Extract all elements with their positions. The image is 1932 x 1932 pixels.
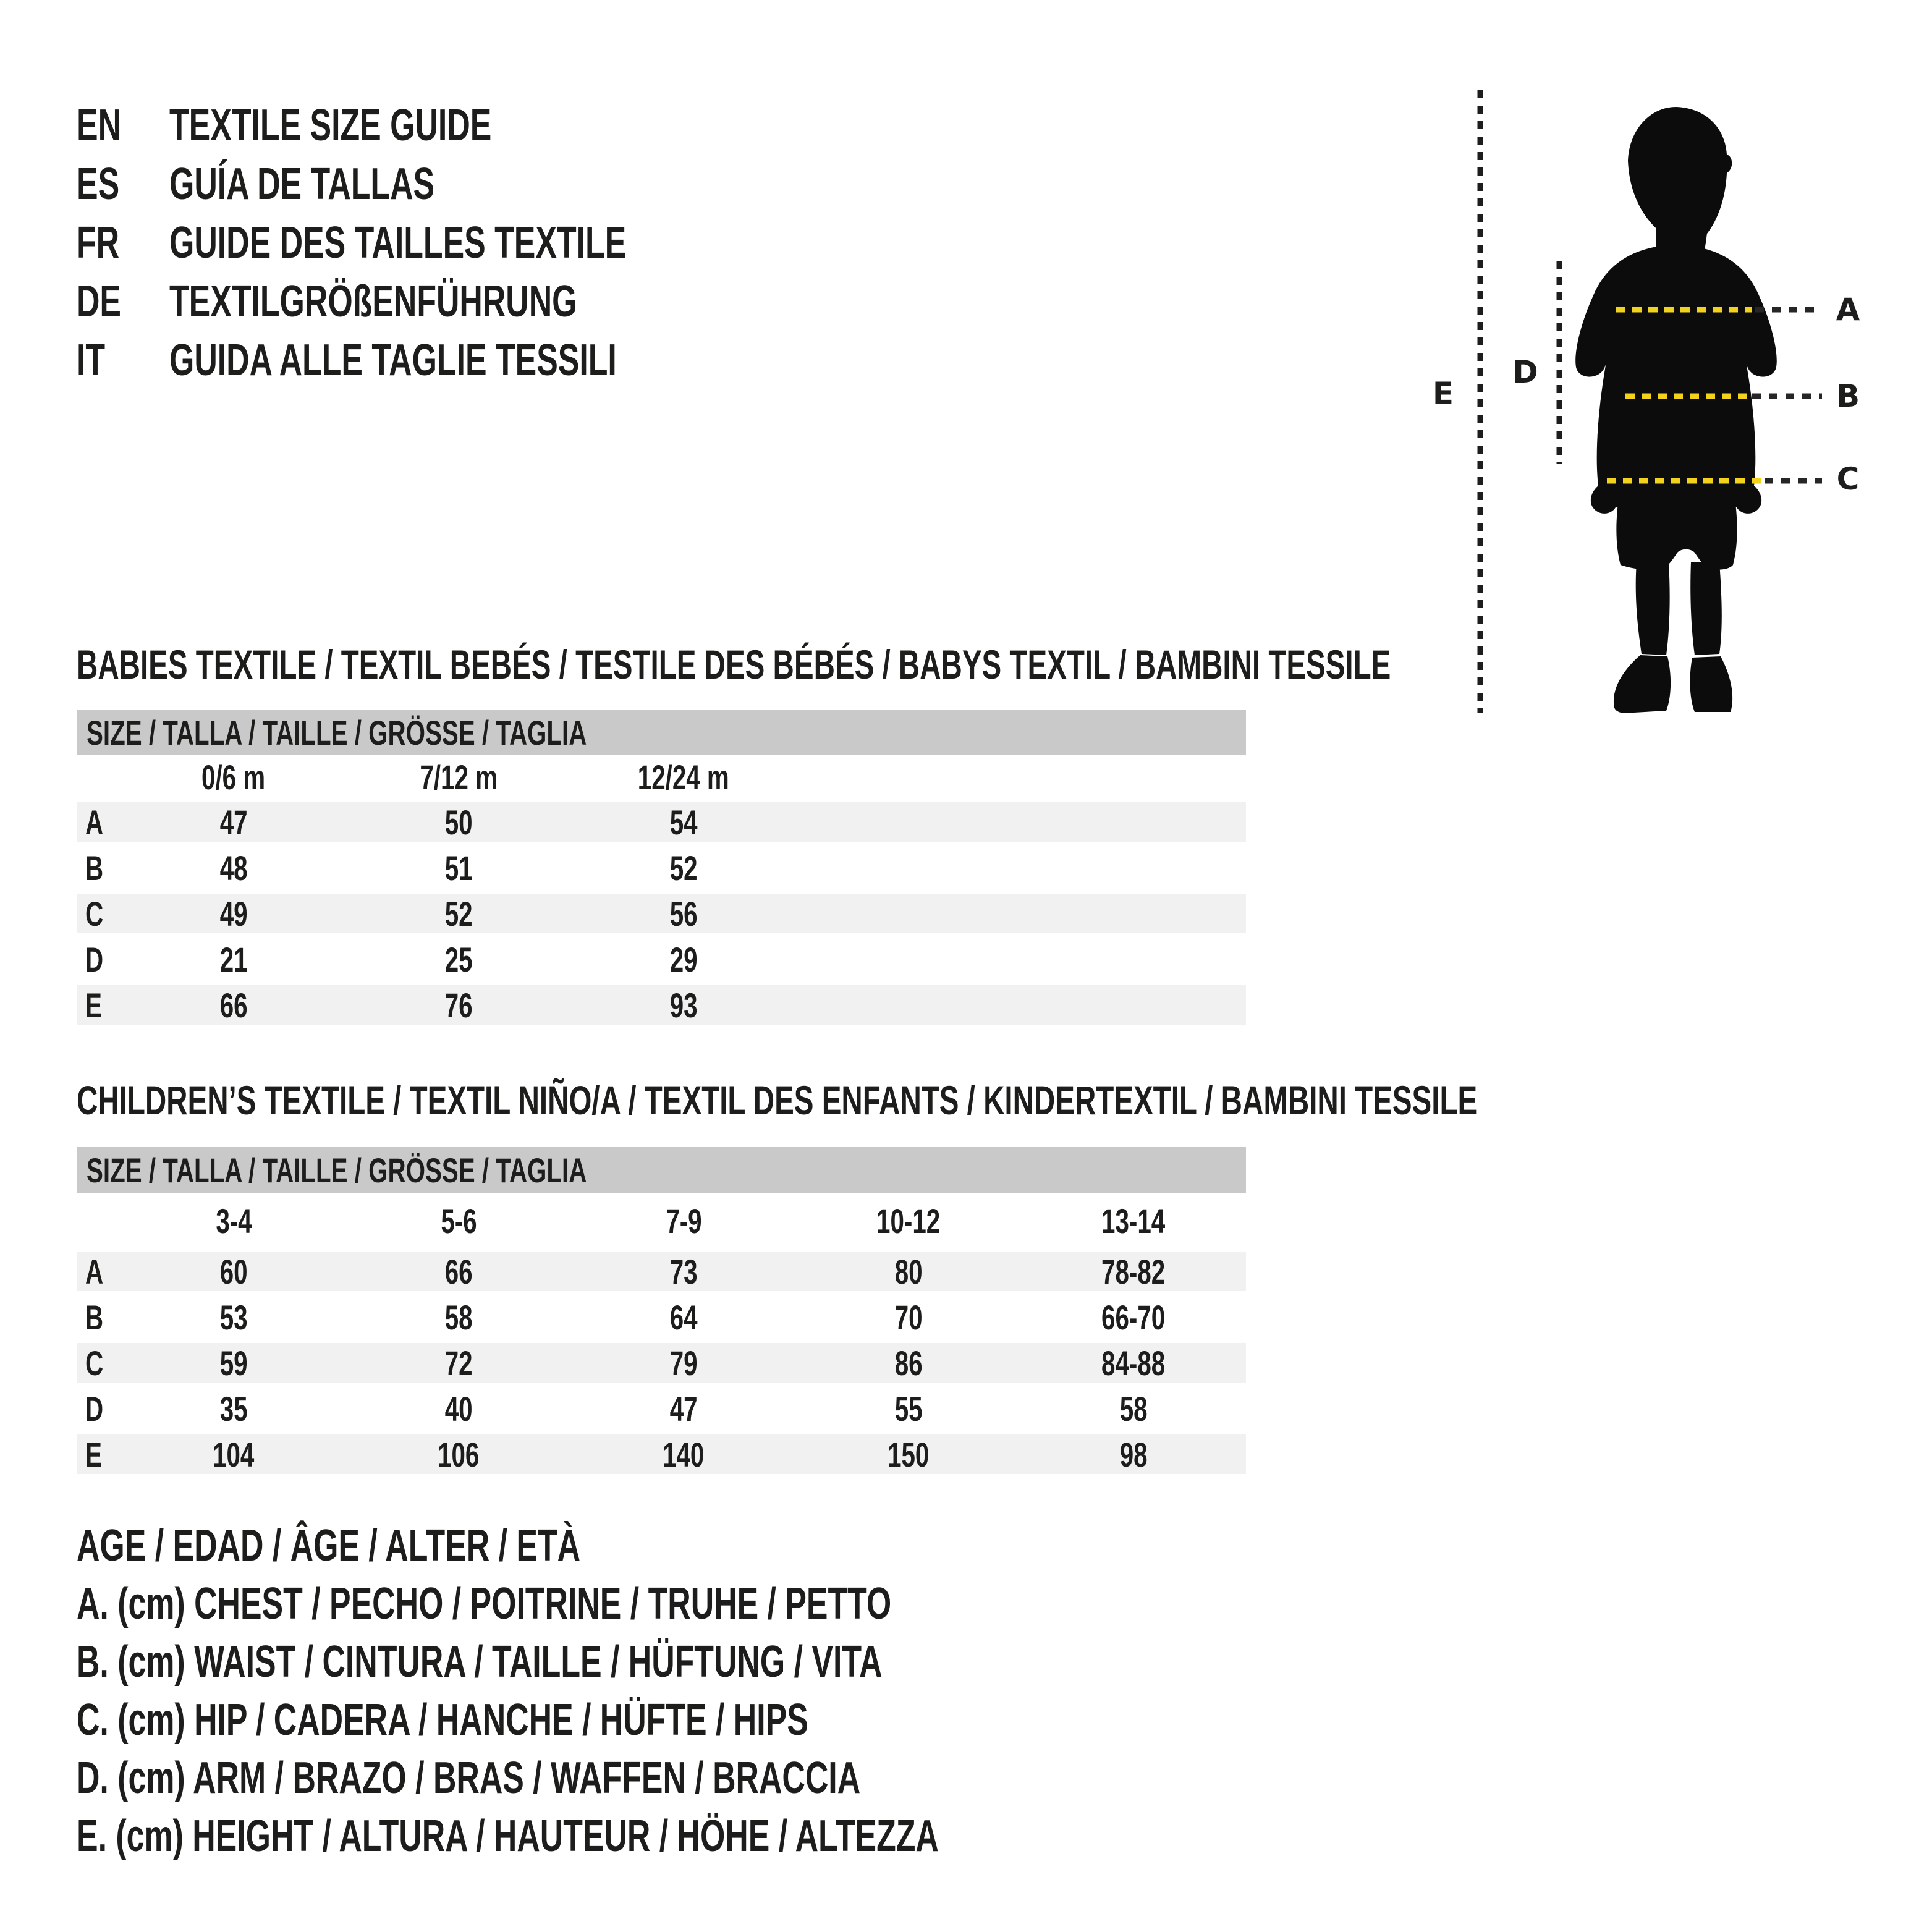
cell: 50	[444, 803, 473, 842]
row-label: A	[85, 803, 104, 842]
language-code: IT	[77, 335, 106, 385]
legend-line-waist: B. (cm) WAIST / CINTURA / TAILLE / HÜFTUNG / VITA	[77, 1637, 883, 1687]
cell: 49	[219, 894, 248, 933]
column-header: 12/24 m	[638, 758, 729, 797]
cell: 60	[219, 1252, 248, 1291]
table-row-b	[77, 845, 1246, 891]
row-label: B	[85, 1297, 104, 1337]
hip-label: C	[1836, 461, 1860, 497]
cell: 52	[444, 894, 473, 933]
legend-line-arm: D. (cm) ARM / BRAZO / BRAS / WAFFEN / BRACCIA	[77, 1753, 861, 1803]
cell: 104	[213, 1435, 255, 1474]
row-label: A	[85, 1252, 104, 1291]
children-size-header-text: SIZE / TALLA / TAILLE / GRÖSSE / TAGLIA	[87, 1150, 587, 1190]
cell: 48	[219, 848, 248, 888]
waist-label: B	[1836, 378, 1860, 414]
cell: 80	[894, 1252, 923, 1291]
cell: 51	[444, 848, 473, 888]
cell: 66-70	[1101, 1297, 1166, 1337]
column-header: 7/12 m	[420, 758, 498, 797]
child-silhouette-icon	[1575, 107, 1777, 713]
legend-line-height: E. (cm) HEIGHT / ALTURA / HAUTEUR / HÖHE / ALTEZZA	[77, 1811, 939, 1861]
row-label: D	[85, 939, 104, 979]
cell: 106	[438, 1435, 480, 1474]
cell: 86	[894, 1344, 923, 1383]
row-label: E	[85, 986, 102, 1025]
column-header: 7-9	[665, 1201, 702, 1240]
cell: 58	[1119, 1389, 1148, 1428]
cell: 66	[219, 986, 248, 1025]
cell: 72	[444, 1344, 473, 1383]
children-section-heading	[77, 1078, 1932, 1122]
table-row-c	[77, 891, 1246, 936]
language-title: GUIDE DES TAILLES TEXTILE	[169, 218, 627, 268]
cell: 140	[663, 1435, 705, 1474]
silhouette-shorts	[1616, 493, 1737, 570]
column-header: 13-14	[1101, 1201, 1166, 1240]
column-header: 10-12	[876, 1201, 941, 1240]
babies-column-header-row	[77, 755, 1246, 799]
legend-line-hip: C. (cm) HIP / CADERA / HANCHE / HÜFTE / HIPS	[77, 1695, 808, 1745]
table-row-e	[77, 982, 1246, 1028]
children-column-header-row	[77, 1193, 1246, 1248]
silhouette-torso	[1575, 245, 1777, 514]
language-title: GUIDA ALLE TAGLIE TESSILI	[169, 335, 617, 385]
language-title: GUÍA DE TALLAS	[169, 159, 435, 209]
chest-label: A	[1836, 292, 1860, 328]
column-header: 0/6 m	[201, 758, 266, 797]
language-code: DE	[77, 276, 122, 326]
cell: 21	[219, 939, 248, 979]
row-label: C	[85, 894, 104, 933]
row-label: D	[85, 1389, 104, 1428]
cell: 56	[669, 894, 698, 933]
measurement-legend	[77, 1517, 1274, 1865]
language-code: EN	[77, 100, 122, 150]
cell: 40	[444, 1389, 473, 1428]
children-heading-text: CHILDREN’S TEXTILE / TEXTIL NIÑO/A / TEXTIL DES ENFANTS / KINDERTEXTIL / BAMBINI TESSILE	[77, 1077, 1478, 1123]
language-title-list	[77, 96, 804, 389]
language-row-de	[77, 272, 804, 331]
language-row-es	[77, 155, 804, 213]
table-row-d	[77, 1386, 1246, 1431]
cell: 59	[219, 1344, 248, 1383]
row-label: E	[85, 1435, 102, 1474]
language-code: FR	[77, 218, 120, 268]
babies-section-heading	[77, 643, 1902, 686]
cell: 52	[669, 848, 698, 888]
cell: 55	[894, 1389, 923, 1428]
column-header: 3-4	[215, 1201, 252, 1240]
language-row-it	[77, 331, 804, 389]
row-label: C	[85, 1344, 104, 1383]
row-label: B	[85, 848, 104, 888]
children-size-table	[77, 1193, 1246, 1477]
cell: 78-82	[1101, 1252, 1166, 1291]
cell: 47	[219, 803, 248, 842]
cell: 29	[669, 939, 698, 979]
language-code: ES	[77, 159, 120, 209]
cell: 64	[669, 1297, 698, 1337]
babies-heading-text: BABIES TEXTILE / TEXTIL BEBÉS / TESTILE DES BÉBÉS / BABYS TEXTIL / BAMBINI TESSILE	[77, 642, 1391, 687]
cell: 76	[444, 986, 473, 1025]
cell: 70	[894, 1297, 923, 1337]
arm-label: D	[1512, 354, 1538, 390]
legend-line-age: AGE / EDAD / ÂGE / ALTER / ETÀ	[77, 1521, 581, 1570]
language-title: TEXTILE SIZE GUIDE	[169, 100, 492, 150]
babies-size-header-text: SIZE / TALLA / TAILLE / GRÖSSE / TAGLIA	[87, 713, 587, 752]
table-row-c	[77, 1340, 1246, 1386]
cell: 79	[669, 1344, 698, 1383]
table-row-b	[77, 1294, 1246, 1340]
cell: 58	[444, 1297, 473, 1337]
silhouette-left-leg	[1636, 562, 1670, 655]
children-size-header-bar	[77, 1147, 1246, 1193]
cell: 150	[888, 1435, 930, 1474]
language-row-en	[77, 96, 804, 155]
language-title: TEXTILGRÖßENFÜHRUNG	[169, 276, 577, 326]
cell: 84-88	[1101, 1344, 1166, 1383]
cell: 35	[219, 1389, 248, 1428]
column-header: 5-6	[440, 1201, 477, 1240]
table-row-a	[77, 1248, 1246, 1294]
cell: 93	[669, 986, 698, 1025]
table-row-d	[77, 936, 1246, 982]
cell: 73	[669, 1252, 698, 1291]
cell: 98	[1119, 1435, 1148, 1474]
table-row-a	[77, 799, 1246, 845]
cell: 66	[444, 1252, 473, 1291]
cell: 25	[444, 939, 473, 979]
height-label: E	[1432, 376, 1454, 412]
language-row-fr	[77, 213, 804, 272]
cell: 53	[219, 1297, 248, 1337]
silhouette-right-leg	[1690, 562, 1722, 655]
babies-size-header-bar	[77, 710, 1246, 755]
table-row-e	[77, 1431, 1246, 1477]
cell: 54	[669, 803, 698, 842]
cell: 47	[669, 1389, 698, 1428]
legend-line-chest: A. (cm) CHEST / PECHO / POITRINE / TRUHE / PETTO	[77, 1579, 892, 1629]
babies-size-table	[77, 755, 1246, 1028]
